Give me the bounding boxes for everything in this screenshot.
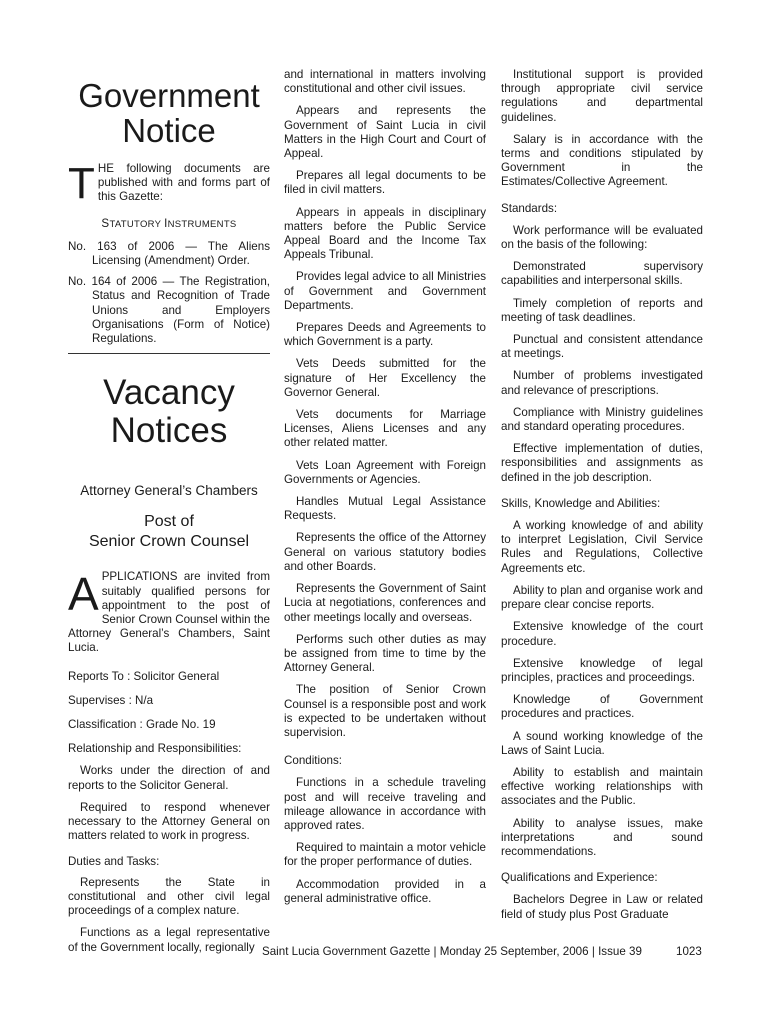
condition-paragraph: Required to maintain a motor vehicle for the proper performance of duties. [284, 841, 486, 869]
condition-paragraph: Accommodation provided in a general administrative office. [284, 877, 486, 905]
dropcap: T [68, 159, 95, 208]
skill-paragraph: Ability to plan and organise work and prepare clear concise reports. [501, 583, 703, 612]
duty-paragraph: Vets Loan Agreement with Foreign Governments or Agencies. [284, 458, 486, 486]
duty-paragraph: Appears in appeals in disciplinary matters before the Public Service Appeal Board and the Income Tax Appeals Tribunal. [284, 205, 486, 262]
applications-paragraph: APPLICATIONS are invited from suitably qualified persons for appointment to the post of Senior Crown Counsel within the Attorney General’s Chambers, Saint Lucia. [68, 568, 270, 655]
duty-paragraph: The position of Senior Crown Counsel is a responsible post and work is expected to be undertaken without supervision. [284, 683, 486, 739]
column-3 [501, 68, 703, 930]
skills-heading: Skills, Knowledge and Abilities: [501, 496, 661, 510]
conditions-heading: Conditions: [284, 754, 343, 768]
duty-paragraph: Performs such other duties as may be assigned from time to time by the Attorney General. [284, 632, 486, 675]
standard-paragraph: Effective implementation of duties, responsibilities and assignments as defined in the job description. [501, 442, 703, 484]
section-divider [68, 353, 270, 354]
vacancy-notices-title: Vacancy Notices [103, 373, 235, 451]
column-2 [284, 68, 486, 914]
standards-heading: Standards: [501, 201, 558, 215]
duty-paragraph: and international in matters involving constitutional and other civil issues. [284, 68, 486, 96]
duty-paragraph: Appears and represents the Government of Saint Lucia in civil Matters in the High Court and Court of Appeal. [284, 104, 486, 161]
duty-paragraph: Prepares all legal documents to be filed in civil matters. [284, 169, 486, 197]
duty-paragraph: Vets Deeds submitted for the signature of Her Excellency the Governor General. [284, 357, 486, 399]
publication-date: Monday 25 September, 2006 [439, 945, 589, 958]
standard-paragraph: Number of problems investigated and relevance of prescriptions. [501, 369, 703, 397]
page-number: 1023 [676, 945, 702, 958]
government-notice-intro: THE following documents are published with and forms part of this Gazette: [68, 159, 270, 208]
reports-to: Reports To : Solicitor General [68, 669, 220, 683]
condition-paragraph: Functions in a schedule traveling post and will receive traveling and mileage allowance in accordance with approved rates. [284, 776, 486, 832]
duty-paragraph: Handles Mutual Legal Assistance Requests. [284, 495, 486, 523]
relationship-paragraph: Works under the direction of and reports to the Solicitor General. [68, 764, 270, 792]
qualification-paragraph: Bachelors Degree in Law or related field of study plus Post Graduate [501, 893, 703, 921]
standard-paragraph: Compliance with Ministry guidelines and standard operating procedures. [501, 405, 703, 434]
duty-paragraph: Represents the office of the Attorney General on various statutory bodies and other Boards. [284, 531, 486, 573]
column-1 [68, 68, 270, 963]
statutory-instruments-heading: STATUTORY INSTRUMENTS [101, 216, 237, 230]
post-title: Post of Senior Crown Counsel [88, 513, 250, 551]
skill-paragraph: A sound working knowledge of the Laws of Saint Lucia. [501, 729, 703, 757]
standard-paragraph: Demonstrated supervisory capabilities and interpersonal skills. [501, 260, 703, 288]
duty-paragraph: Vets documents for Marriage Licenses, Aliens Licenses and any other related matter. [284, 408, 486, 450]
duties-paragraph: Represents the State in constitutional and other civil legal proceedings of a complex nature. [68, 875, 270, 918]
issue-number: Issue 39 [598, 945, 642, 958]
dropcap: A [68, 568, 99, 621]
duty-paragraph: Represents the Government of Saint Lucia at negotiations, conferences and other meetings locally and overseas. [284, 582, 486, 624]
standard-paragraph: Work performance will be evaluated on the basis of the following: [501, 223, 703, 252]
publication-name: Saint Lucia Government Gazette [262, 945, 431, 958]
qualifications-heading: Qualifications and Experience: [501, 871, 658, 885]
intro-paragraph: Institutional support is provided through appropriate civil service regulations and departmental guidelines. [501, 68, 703, 124]
skill-paragraph: Extensive knowledge of the court procedure. [501, 620, 703, 648]
standard-paragraph: Timely completion of reports and meeting of task deadlines. [501, 296, 703, 324]
skill-paragraph: Knowledge of Government procedures and practices. [501, 693, 703, 721]
skill-paragraph: Ability to analyse issues, make interpretations and sound recommendations. [501, 816, 703, 858]
relationship-heading: Relationship and Responsibilities: [68, 742, 242, 756]
page-footer: Saint Lucia Government Gazette | Monday 25 September, 2006 | Issue 39 [262, 945, 642, 958]
skill-paragraph: Extensive knowledge of legal principles, practices and proceedings. [501, 656, 703, 684]
duty-paragraph: Provides legal advice to all Ministries of Government and Government Departments. [284, 270, 486, 312]
statutory-entry: No. 163 of 2006 — The Aliens Licensing (Amendment) Order. [68, 239, 270, 268]
statutory-entry: No. 164 of 2006 — The Registration, Status and Recognition of Trade Unions and Employers Organisations (Form of Notice) Regulations. [68, 275, 270, 346]
skill-paragraph: Ability to establish and maintain effective working relationships with associates and the Public. [501, 765, 703, 808]
government-notice-title: Government Notice [78, 77, 260, 149]
duties-paragraph: Functions as a legal representative of the Government locally, regionally [68, 926, 270, 954]
supervises: Supervises : N/a [68, 693, 154, 707]
intro-paragraph: Salary is in accordance with the terms and conditions stipulated by Government in the Estimates/Collective Agreement. [501, 132, 703, 189]
classification: Classification : Grade No. 19 [68, 718, 216, 732]
department-name: Attorney General’s Chambers [80, 483, 258, 499]
skill-paragraph: A working knowledge of and ability to interpret Legislation, Civil Service Rules and Regulations, Collective Agreements etc. [501, 519, 703, 575]
standard-paragraph: Punctual and consistent attendance at meetings. [501, 333, 703, 361]
relationship-paragraph: Required to respond whenever necessary to the Attorney General on matters related to work in progress. [68, 800, 270, 843]
duty-paragraph: Prepares Deeds and Agreements to which Government is a party. [284, 321, 486, 349]
duties-heading: Duties and Tasks: [68, 855, 160, 869]
